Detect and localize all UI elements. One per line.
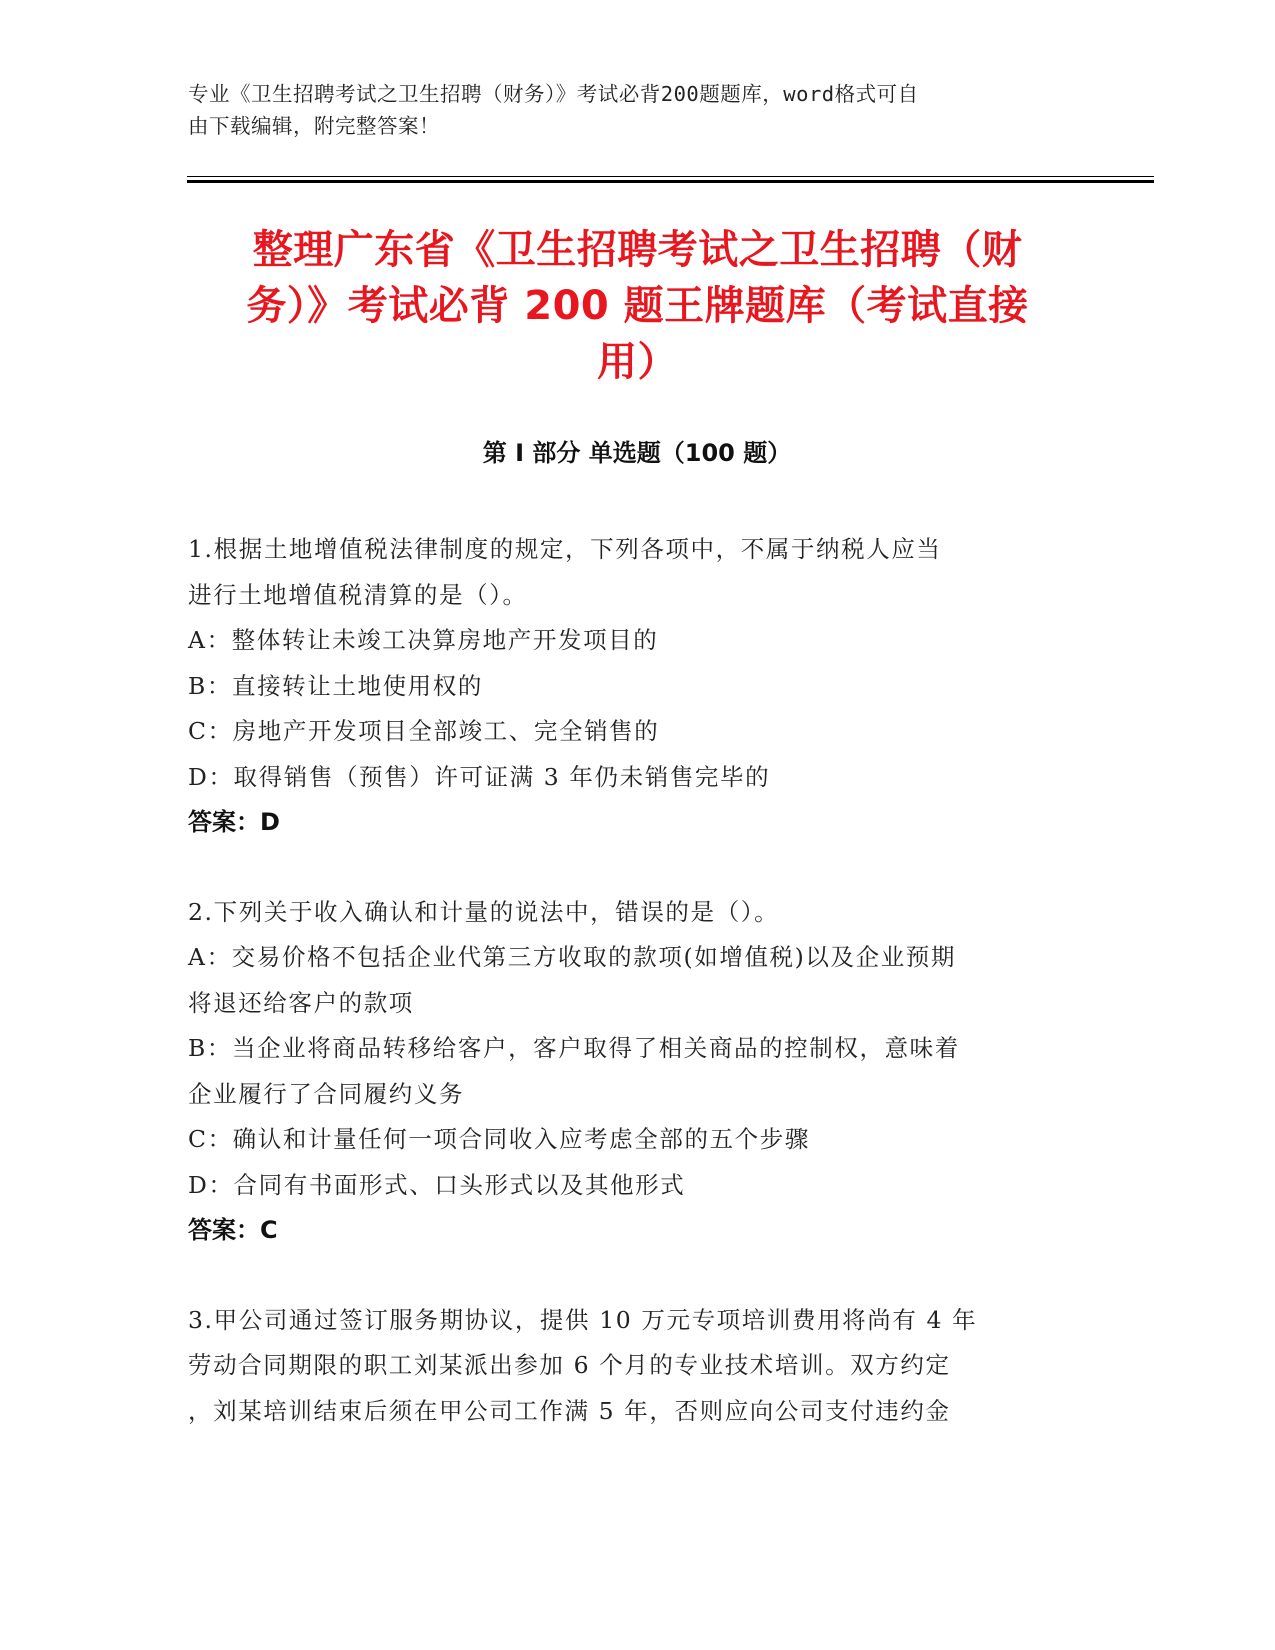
question-list	[188, 527, 1068, 1478]
question-3-stem-line-3: ，刘某培训结束后须在甲公司工作满 5 年，否则应向公司支付违约金	[188, 1396, 951, 1425]
title-line-1: 整理广东省《卫生招聘考试之卫生招聘（财	[252, 227, 1023, 273]
question-2-option-a-line-1: A：交易价格不包括企业代第三方收取的款项(如增值税)以及企业预期	[188, 943, 957, 971]
question-3-stem-line-2: 劳动合同期限的职工刘某派出参加 6 个月的专业技术培训。双方约定	[188, 1351, 951, 1379]
section-title: 第 I 部分 单选题（100 题）	[482, 439, 792, 467]
question-2-option-d: D：合同有书面形式、口头形式以及其他形式	[188, 1170, 686, 1199]
question-1-option-c: C：房地产开发项目全部竣工、完全销售的	[188, 717, 660, 745]
question-2-option-a-line-2: 将退还给客户的款项	[188, 988, 414, 1017]
question-2-option-b-line-1: B：当企业将商品转移给客户，客户取得了相关商品的控制权，意味着	[188, 1034, 960, 1062]
question-1-option-b: B：直接转让土地使用权的	[188, 671, 483, 700]
header-rule-thick	[187, 180, 1154, 183]
question-2-stem: 2.下列关于收入确认和计量的说法中，错误的是（）。	[188, 897, 780, 926]
question-3-stem-line-1: 3.甲公司通过签订服务期协议，提供 10 万元专项培训费用将尚有 4 年	[188, 1305, 978, 1334]
question-1-option-a: A：整体转让未竣工决算房地产开发项目的	[188, 626, 659, 654]
header-rule-thin	[187, 176, 1154, 177]
title-line-3: 用）	[597, 339, 678, 385]
question-1	[188, 527, 1068, 846]
question-2	[188, 890, 1068, 1254]
question-2-option-b-line-2: 企业履行了合同履约义务	[188, 1079, 465, 1108]
header-note-line-1: 专业《卫生招聘考试之卫生招聘（财务）》考试必背200题题库，word格式可自	[188, 82, 919, 106]
header-note	[188, 78, 1068, 142]
header-note-line-2: 由下载编辑，附完整答案！	[188, 114, 440, 138]
question-2-option-c: C：确认和计量任何一项合同收入应考虑全部的五个步骤	[188, 1125, 810, 1153]
document-title	[190, 222, 1085, 390]
question-1-answer: 答案：D	[188, 808, 280, 836]
question-2-answer: 答案：C	[188, 1216, 278, 1244]
title-line-2: 务）》考试必背 200 题王牌题库（考试直接	[246, 283, 1029, 329]
question-1-stem-line-2: 进行土地增值税清算的是（）。	[188, 580, 528, 609]
question-3	[188, 1298, 1068, 1435]
question-1-stem-line-1: 1.根据土地增值税法律制度的规定，下列各项中，不属于纳税人应当	[188, 535, 942, 563]
question-1-option-d: D：取得销售（预售）许可证满 3 年仍未销售完毕的	[188, 762, 771, 791]
